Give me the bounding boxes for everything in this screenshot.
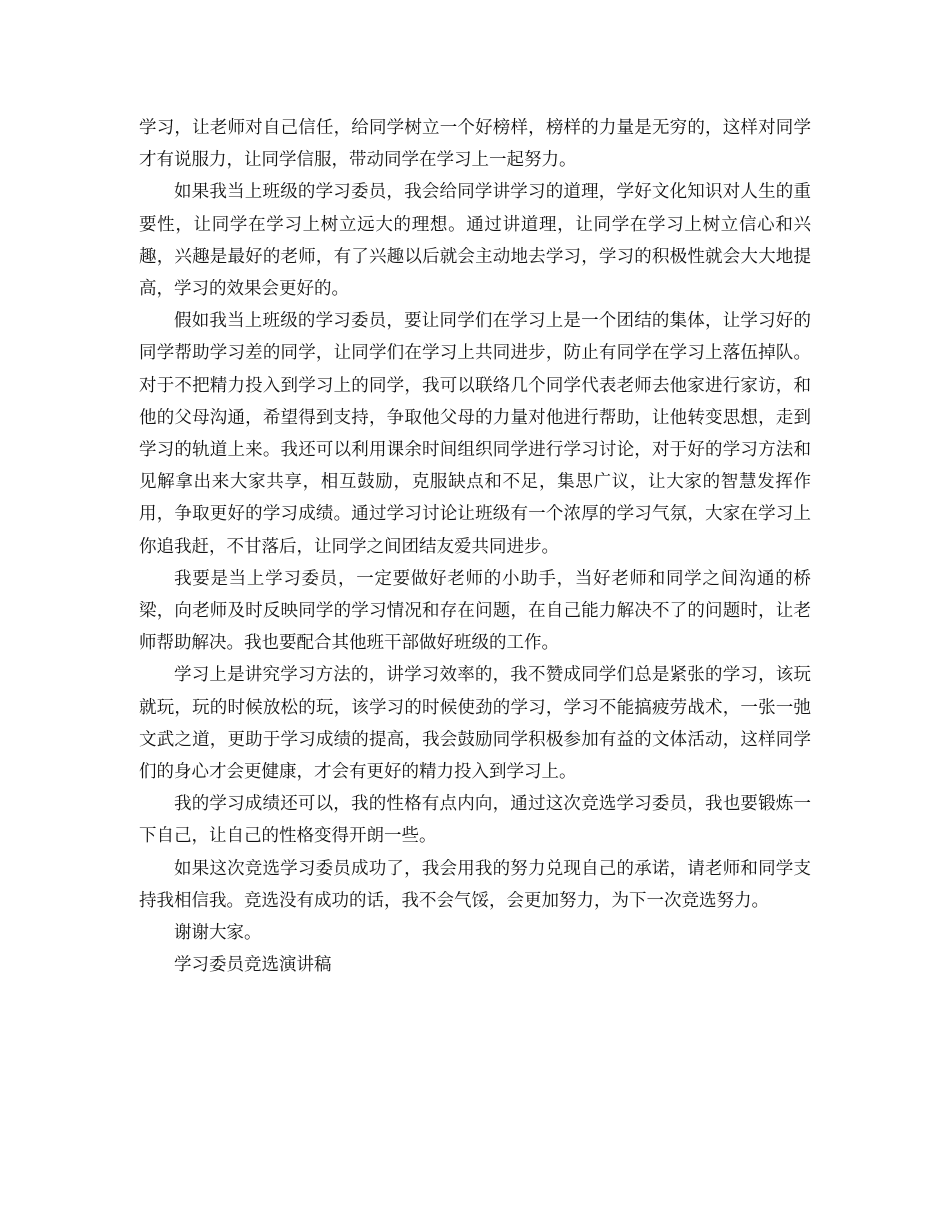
paragraph-5: 学习上是讲究学习方法的，讲学习效率的，我不赞成同学们总是紧张的学习，该玩就玩，玩的时候放松的玩，该学习的时候使劲的学习，学习不能搞疲劳战术，一张一弛文武之道，更助于学习成绩的提高，我会鼓励同学积极参加有益的文体活动，这样同学们的身心才会更健康，才会有更好的精力投入到学习上。 (139, 665, 811, 783)
paragraph-3: 假如我当上班级的学习委员，要让同学们在学习上是一个团结的集体，让学习好的同学帮助学习差的同学，让同学们在学习上共同进步，防止有同学在学习上落伍掉队。对于不把精力投入到学习上的同学，我可以联络几个同学代表老师去他家进行家访，和他的父母沟通，希望得到支持，争取他父母的力量对他进行帮助，让他转变思想，走到学习的轨道上来。我还可以利用课余时间组织同学进行学习讨论，对于好的学习方法和见解拿出来大家共享，相互鼓励，克服缺点和不足，集思广议，让大家的智慧发挥作用，争取更好的学习成绩。通过学习讨论让班级有一个浓厚的学习气氛，大家在学习上你追我赶，不甘落后，让同学之间团结友爱共同进步。 (139, 311, 811, 557)
paragraph-7: 如果这次竞选学习委员成功了，我会用我的努力兑现自己的承诺，请老师和同学支持我相信我。竞选没有成功的话，我不会气馁，会更加努力，为下一次竞选努力。 (139, 858, 811, 911)
paragraph-1: 学习，让老师对自己信任，给同学树立一个好榜样，榜样的力量是无穷的，这样对同学才有说服力，让同学信服，带动同学在学习上一起努力。 (139, 118, 811, 171)
paragraph-2: 如果我当上班级的学习委员，我会给同学讲学习的道理，学好文化知识对人生的重要性，让同学在学习上树立远大的理想。通过讲道理，让同学在学习上树立信心和兴趣，兴趣是最好的老师，有了兴趣以后就会主动地去学习，学习的积极性就会大大地提高，学习的效果会更好的。 (139, 182, 811, 300)
document-page (139, 112, 811, 981)
closing-thanks: 谢谢大家。 (174, 923, 262, 944)
paragraph-6: 我的学习成绩还可以，我的性格有点内向，通过这次竞选学习委员，我也要锻炼一下自己，让自己的性格变得开朗一些。 (139, 794, 811, 847)
next-section-title: 学习委员竞选演讲稿 (174, 955, 332, 976)
paragraph-4: 我要是当上学习委员，一定要做好老师的小助手，当好老师和同学之间沟通的桥梁，向老师及时反映同学的学习情况和存在问题，在自己能力解决不了的问题时，让老师帮助解决。我也要配合其他班干部做好班级的工作。 (139, 568, 811, 654)
